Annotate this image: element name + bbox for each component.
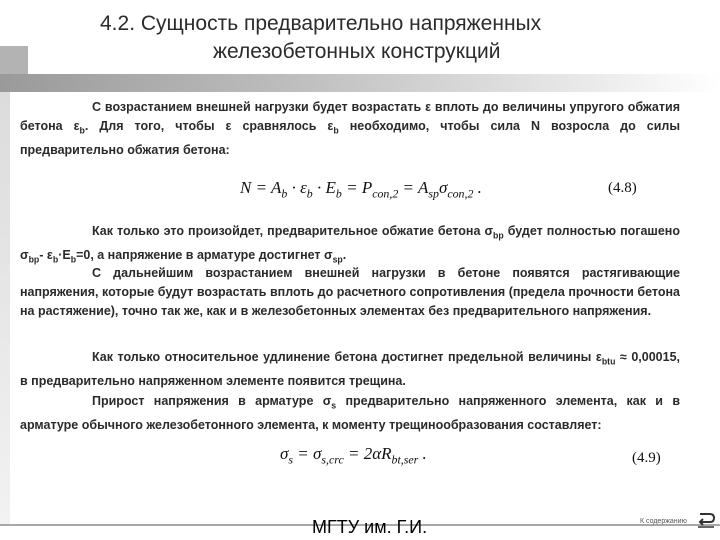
page-title-line2: железобетонных конструкций xyxy=(213,40,501,63)
back-to-contents-label: К содержанию xyxy=(640,518,687,525)
equation-number-4-8: (4.8) xyxy=(608,180,637,196)
paragraph-4: Как только относительное удлинение бетона достигнет предельной величины $\varepsilon_{btu} \approx 0,00015$, в предварительно напряженном элементе появится трещина. xyxy=(20,350,680,388)
return-arrow-icon xyxy=(696,508,716,533)
paragraph-3: С дальнейшим возрастанием внешней нагрузки в бетоне появятся растягивающие напряжения, которые будут возрастать вплоть до расчетного сопротивления (предела прочности бетона на растяжение), точно так же, как и в железобетонных элементах без предварительного напряжения. xyxy=(20,266,680,318)
footer-organization: МГТУ им. Г.И. xyxy=(312,517,428,537)
back-to-contents-link[interactable] xyxy=(640,508,718,534)
paragraph-1: С возрастанием внешней нагрузки будет возрастать ε вплоть до величины упругого обжатия бетона $\varepsilon_b$. Для того, чтобы ε сравнялось $\varepsilon_b$ необходимо, чтобы сила N возросла до силы предварительно обжатия бетона: xyxy=(20,100,680,157)
page-title xyxy=(100,10,700,66)
left-margin-strip xyxy=(0,92,10,524)
formula-4-8: $N = A_b \cdot \varepsilon_b \cdot E_b = P_{con,2} = A_{sp}\sigma_{con,2}$ . xyxy=(240,178,482,201)
header-rule xyxy=(0,74,720,92)
formula-4-9: $\sigma_s = \sigma_{s,crc} = 2\alpha R_{bt,ser}$ . xyxy=(280,444,427,467)
page-title-line1: 4.2. Сущность предварительно напряженных xyxy=(100,12,542,35)
paragraph-5: Прирост напряжения в арматуре $\sigma_s$ предварительно напряженного элемента, как и в арматуре обычного железобетонного элемента, к моменту трещинообразования составляет: xyxy=(20,394,681,432)
paragraph-2: Как только это произойдет, предварительное обжатие бетона $\sigma_{bp}$ будет полностью погашено $\sigma_{bp}-$ $\varepsilon_b\cdot E_b=0$, а напряжение в арматуре достигнет $\sigma_{sp}$. xyxy=(20,224,680,264)
header-accent-block xyxy=(0,46,28,74)
equation-number-4-9: (4.9) xyxy=(632,450,661,466)
